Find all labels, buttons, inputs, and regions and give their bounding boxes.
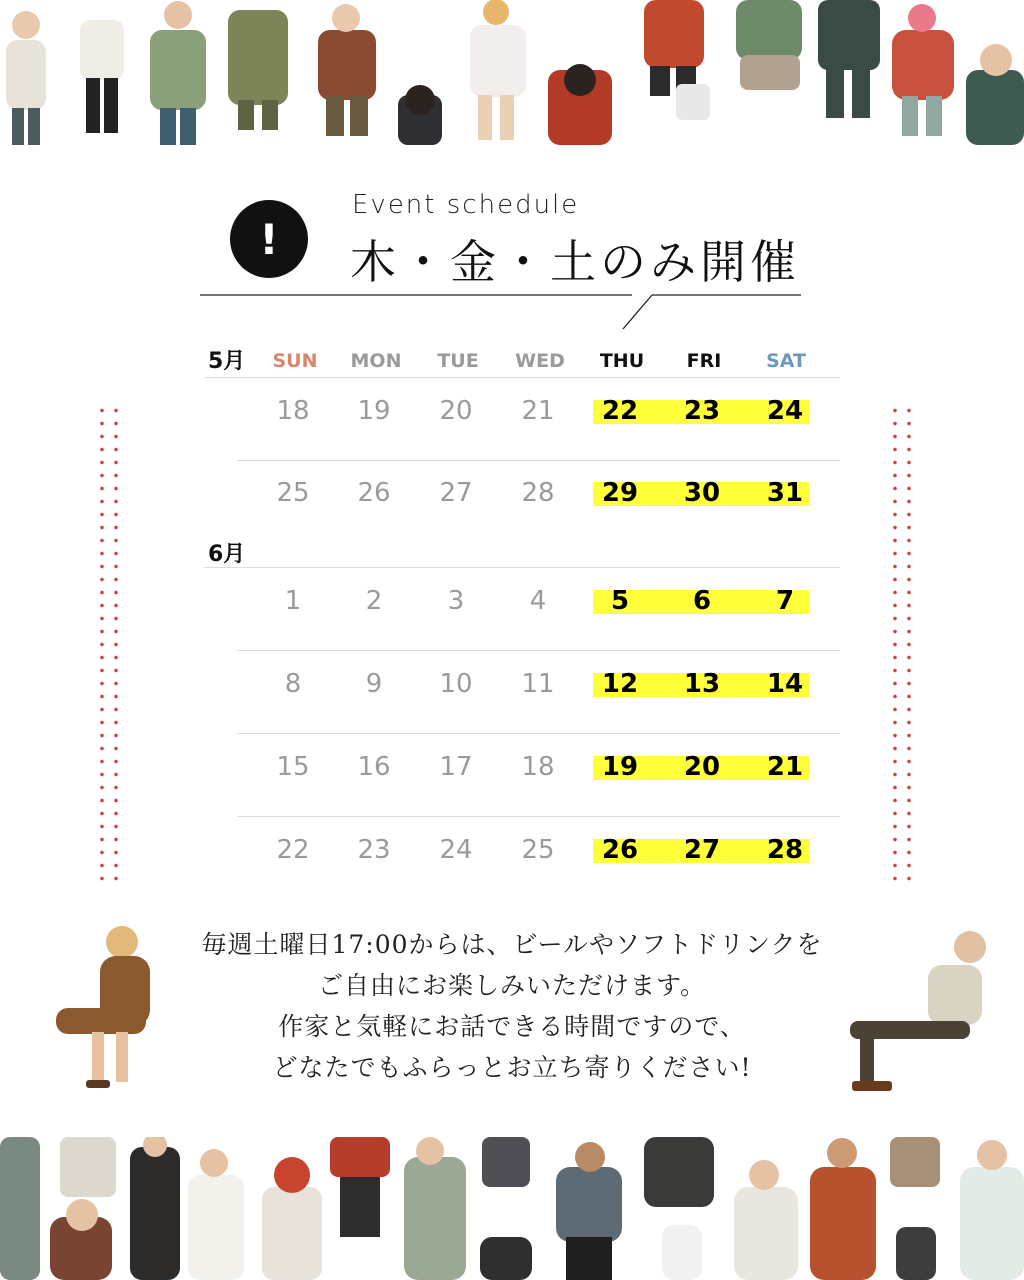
event-day-cell: 31 (766, 478, 804, 508)
crowd-illustration-bottom (0, 1137, 1024, 1280)
day-cell: 9 (365, 669, 383, 699)
person-figure (130, 1137, 180, 1280)
week-divider (237, 733, 840, 734)
person-figure (262, 1157, 322, 1280)
day-cell: 17 (439, 752, 473, 782)
day-cell: 25 (521, 835, 555, 865)
event-day-cell: 14 (766, 669, 804, 699)
day-cell: 16 (357, 752, 391, 782)
event-day-cell: 27 (683, 835, 721, 865)
month-label-june: 6月 (208, 542, 246, 567)
exclamation-icon (230, 200, 308, 278)
event-day-cell: 21 (766, 752, 804, 782)
event-day-cell: 23 (683, 396, 721, 426)
weekday-tue: TUE (437, 350, 479, 372)
event-day-cell: 26 (601, 835, 639, 865)
page-title: 木・金・土のみ開催 (350, 235, 800, 289)
dotted-rail-left (114, 404, 118, 888)
person-figure (80, 20, 124, 133)
person-figure (890, 1137, 940, 1280)
message-line-3: 作家と気軽にお話できる時間ですので、 (278, 1012, 746, 1041)
person-figure (0, 1137, 40, 1280)
event-day-cell: 22 (601, 396, 639, 426)
event-day-cell: 20 (683, 752, 721, 782)
person-figure (188, 1149, 244, 1280)
weekday-sun: SUN (272, 350, 318, 372)
day-cell: 15 (276, 752, 310, 782)
event-day-cell: 13 (683, 669, 721, 699)
dotted-rail-left-2 (100, 404, 104, 888)
day-cell: 24 (439, 835, 473, 865)
person-figure (818, 0, 880, 118)
week-divider (237, 460, 840, 461)
day-cell: 20 (439, 396, 473, 426)
person-figure (50, 1137, 116, 1280)
person-figure (330, 1137, 390, 1237)
weekday-wed: WED (515, 350, 565, 372)
person-figure (480, 1137, 532, 1280)
day-cell: 27 (439, 478, 473, 508)
person-figure (398, 85, 442, 145)
day-cell: 19 (357, 396, 391, 426)
day-cell: 10 (439, 669, 473, 699)
weekday-mon: MON (350, 350, 402, 372)
weekday-sat: SAT (766, 350, 806, 372)
message-line-1: 毎週土曜日17:00からは、ビールやソフトドリンクを (201, 930, 823, 959)
event-day-cell: 12 (601, 669, 639, 699)
person-figure (470, 0, 526, 140)
seated-woman-illustration (52, 920, 182, 1100)
seated-man-illustration (830, 925, 990, 1095)
event-day-cell: 30 (683, 478, 721, 508)
dotted-rail-right (907, 404, 911, 888)
person-figure (892, 4, 954, 136)
person-figure (548, 64, 612, 145)
person-figure (966, 44, 1024, 145)
person-figure (644, 1137, 714, 1280)
exclamation-glyph: ! (259, 214, 279, 264)
day-cell: 18 (276, 396, 310, 426)
person-figure (736, 0, 802, 90)
person-figure (404, 1137, 466, 1280)
day-cell: 8 (284, 669, 302, 699)
crowd-figures-top (0, 0, 1024, 145)
person-figure (150, 1, 206, 145)
day-cell: 2 (365, 586, 383, 616)
day-cell: 11 (521, 669, 555, 699)
weekday-thu: THU (599, 350, 645, 372)
week-divider (237, 816, 840, 817)
person-figure (810, 1138, 876, 1280)
person-figure (960, 1140, 1024, 1280)
event-day-cell: 7 (775, 586, 795, 616)
crowd-figures-bottom (0, 1137, 1024, 1280)
weekday-fri: FRI (686, 350, 722, 372)
event-kicker: Event schedule (352, 190, 580, 220)
message-line-2: ご自由にお楽しみいただけます。 (317, 971, 706, 1000)
day-cell: 1 (284, 586, 302, 616)
week-divider (237, 650, 840, 651)
event-day-cell: 19 (601, 752, 639, 782)
header-divider (204, 377, 840, 378)
person-figure (556, 1142, 622, 1280)
event-day-cell: 6 (692, 586, 712, 616)
event-day-cell: 24 (766, 396, 804, 426)
person-figure (734, 1160, 798, 1280)
day-cell: 22 (276, 835, 310, 865)
day-cell: 4 (529, 586, 547, 616)
person-figure (6, 11, 46, 145)
dotted-rail-right-2 (893, 404, 897, 888)
day-cell: 21 (521, 396, 555, 426)
day-cell: 25 (276, 478, 310, 508)
day-cell: 28 (521, 478, 555, 508)
person-figure (318, 4, 376, 136)
day-cell: 26 (357, 478, 391, 508)
crowd-illustration-top (0, 0, 1024, 145)
event-day-cell: 29 (601, 478, 639, 508)
message-line-4: どなたでもふらっとお立ち寄りください! (272, 1053, 752, 1082)
month-label-may: 5月 (208, 349, 246, 374)
day-cell: 18 (521, 752, 555, 782)
month-divider (204, 567, 840, 568)
event-day-cell: 28 (766, 835, 804, 865)
person-figure (228, 10, 288, 130)
day-cell: 3 (447, 586, 465, 616)
event-message (170, 924, 854, 1088)
day-cell: 23 (357, 835, 391, 865)
person-figure (644, 0, 710, 120)
event-day-cell: 5 (610, 586, 630, 616)
title-underline (200, 290, 802, 332)
